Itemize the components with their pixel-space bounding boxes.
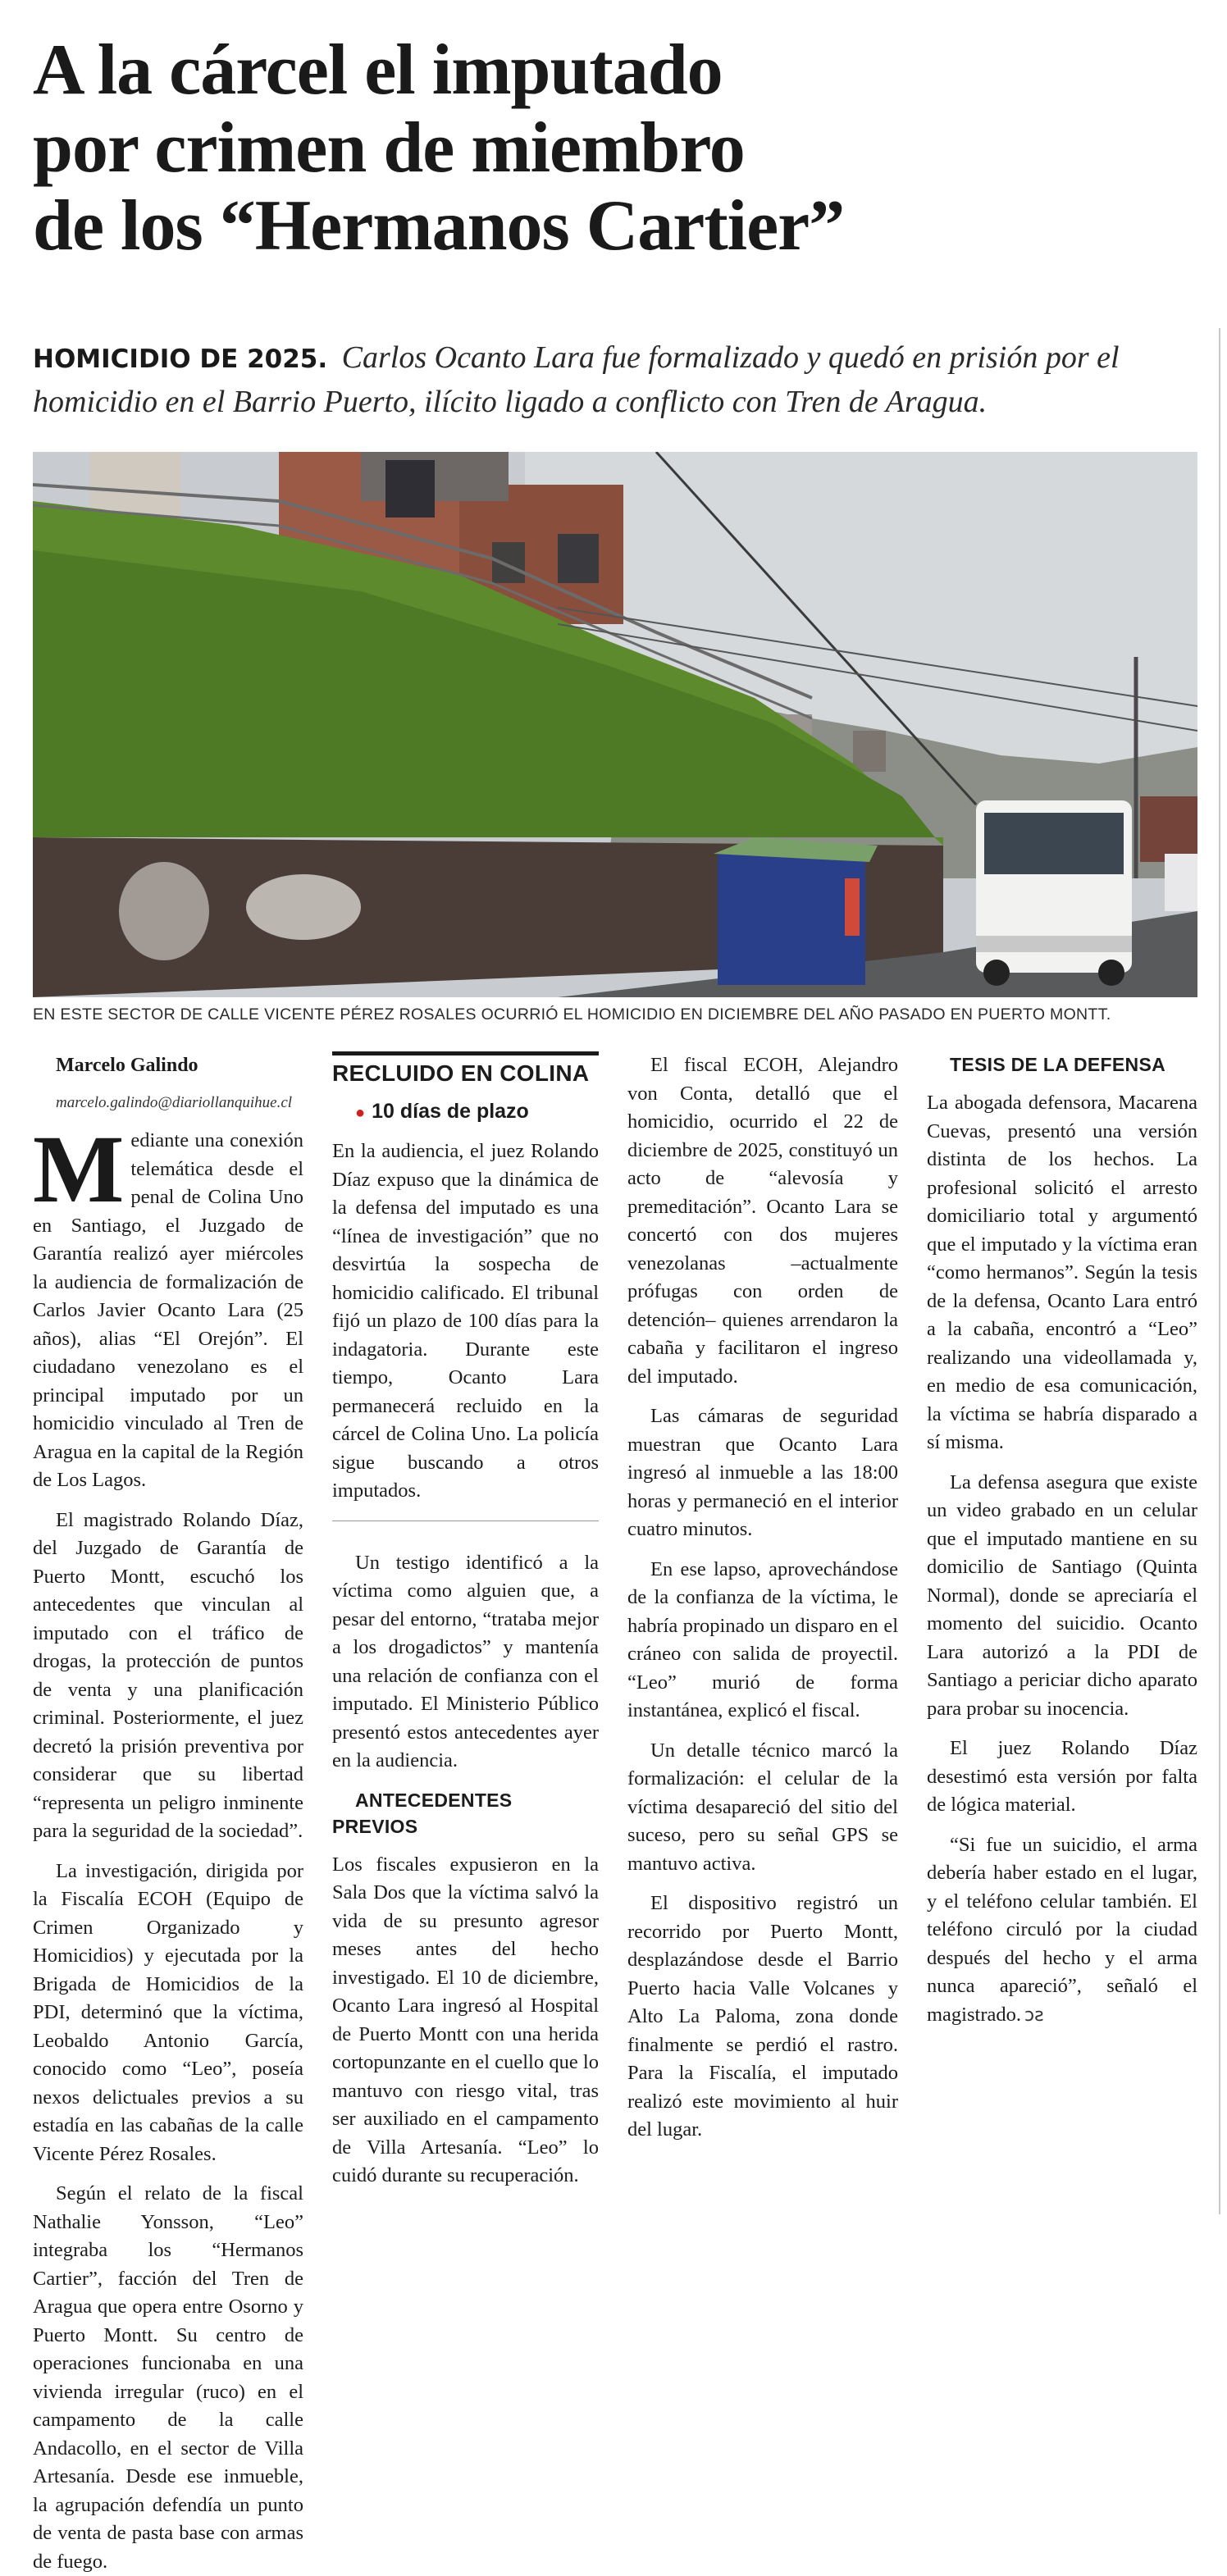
body-paragraph: En ese lapso, aprovechándose de la confianza de la víctima, le habría propinado un disparo en el cráneo con salida de proyectil. “Leo” murió de forma instantánea, explicó el fiscal. <box>627 1557 898 1721</box>
body-paragraph: El juez Rolando Díaz desestimó esta versión por falta de lógica material. <box>927 1737 1197 1816</box>
section-heading: ANTECEDENTES PREVIOS <box>332 1789 513 1837</box>
sidebar-subhead <box>332 1098 599 1126</box>
headline <box>33 31 1181 265</box>
headline-line-2: por crimen de miembro <box>33 108 745 188</box>
closing-quote: “Si fue un suicidio, el arma debería haber estado en el lugar, y el teléfono celular también. El teléfono circuló por la ciudad después del hecho y el arma nunca apareció”, señaló el magistrado. <box>927 1833 1197 2026</box>
body-paragraph: Los fiscales expusieron en la Sala Dos que la víctima salvó la vida de su presunto agresor meses antes del hecho investigado. El 10 de diciembre, Ocanto Lara ingresó al Hospital de Puerto Montt con una herida cortopunzante en el cuello que lo mantuvo con riesgo vital, tras ser auxiliado en el campamento de Villa Artesanía. “Leo” lo cuidó durante su recuperación. <box>332 1853 599 2186</box>
byline-name: Marcelo Galindo <box>56 1055 198 1076</box>
article-column-2 <box>332 1051 599 2216</box>
sidebar-text: En la audiencia, el juez Rolando Díaz expuso que la dinámica de la defensa del imputado es una “línea de investigación” que no desvirtúa la sospecha de homicidio calificado. El tribunal fijó un plazo de 100 días para la indagatoria. Durante este tiempo, Ocanto Lara permanecerá recluido en la cárcel de Colina Uno. La policía sigue buscando a otros imputados. <box>332 1140 599 1502</box>
deck <box>33 336 1197 423</box>
sidebar-subhead-text: 10 días de plazo <box>372 1100 529 1123</box>
article-column-3 <box>627 1051 898 2216</box>
street-scene-photo <box>33 452 1197 997</box>
lead-paragraph-text: ediante una conexión telemática desde el penal de Colina Uno en Santiago, el Juzgado de Garantía realizó ayer miércoles la audiencia de formalización de Carlos Javier Ocanto Lara (25 años), alias “El Orejón”. El ciudadano venezolano es el principal imputado por un homicidio vinculado al Tren de Aragua en la capital de la Región de Los Lagos. <box>33 1129 303 1491</box>
body-paragraph: Según el relato de la fiscal Nathalie Yonsson, “Leo” integraba los “Hermanos Cartier”, facción del Tren de Aragua que opera entre Osorno y Puerto Montt. Su centro de operaciones funcionaba en una vivienda irregular (ruco) en el campamento de la calle Andacollo, en el sector de Villa Artesanía. Desde ese inmueble, la agrupación defendía un punto de venta de pasta base con armas de fuego. <box>33 2182 303 2573</box>
photo-caption: EN ESTE SECTOR DE CALLE VICENTE PÉREZ ROSALES OCURRIÓ EL HOMICIDIO EN DICIEMBRE DEL AÑO PASADO EN PUERTO MONTT. <box>33 1005 1111 1024</box>
body-paragraph: Un testigo identificó a la víctima como alguien que, a pesar del entorno, “trataba mejor a los drogadictos” y mantenía una relación de confianza con el imputado. El Ministerio Público presentó estos antecedentes ayer en la audiencia. <box>332 1551 599 1771</box>
byline-email: marcelo.galindo@diariollanquihue.cl <box>56 1094 293 1111</box>
deck-text: Carlos Ocanto Lara fue formalizado y quedó en prisión por el homicidio en el Barrio Puerto, ilícito ligado a conflicto con Tren de Aragua. <box>33 340 1120 419</box>
headline-line-1: A la cárcel el imputado <box>33 30 723 110</box>
page-edge-rule <box>1219 328 1220 2214</box>
sidebar-title: RECLUIDO EN COLINA <box>332 1051 599 1090</box>
article-column-4 <box>927 1051 1197 2216</box>
bullet-dot-icon: ● <box>355 1104 366 1122</box>
headline-line-3: de los “Hermanos Cartier” <box>33 186 845 266</box>
photo-illustration <box>33 452 1197 997</box>
deck-kicker: HOMICIDIO DE 2025. <box>33 344 328 374</box>
section-heading: TESIS DE LA DEFENSA <box>950 1054 1165 1075</box>
body-paragraph: El magistrado Rolando Díaz, del Juzgado de Garantía de Puerto Montt, escuchó los antecedentes que vinculan al imputado con el tráfico de drogas, la protección de puntos de venta y una planificación criminal. Posteriormente, el juez decretó la prisión preventiva por considerar que su libertad “representa un peligro inminente para la seguridad de la sociedad”. <box>33 1508 303 1842</box>
end-mark-icon: ↄƨ <box>1024 2004 1044 2026</box>
lead-paragraph <box>33 1115 303 1495</box>
body-paragraph: El dispositivo registró un recorrido por Puerto Montt, desplazándose desde el Barrio Puerto hacia Valle Volcanes y Alto La Paloma, zona donde finalmente se perdió el rastro. Para la Fiscalía, el imputado realizó este movimiento al huir del lugar. <box>627 1892 898 2141</box>
drop-cap: M <box>33 1115 125 1223</box>
body-paragraph: Las cámaras de seguridad muestran que Ocanto Lara ingresó al inmueble a las 18:00 horas y permaneció en el interior cuatro minutos. <box>627 1405 898 1540</box>
body-paragraph <box>927 1831 1197 2031</box>
sidebar-box <box>332 1051 599 1521</box>
body-paragraph: La investigación, dirigida por la Fiscalía ECOH (Equipo de Crimen Organizado y Homicidios) y ejecutada por la Brigada de Homicidios de la PDI, determinó que la víctima, Leobaldo Antonio García, conocido como “Leo”, poseía nexos delictuales previos a su estadía en las cabañas de la calle Vicente Pérez Rosales. <box>33 1859 303 2165</box>
body-paragraph: El fiscal ECOH, Alejandro von Conta, detalló que el homicidio, ocurrido el 22 de diciembre de 2025, constituyó un acto de “alevosía y premeditación”. Ocanto Lara se concertó con dos mujeres venezolanas –actualmente prófugas con orden de detención– quienes arrendaron la cabaña y facilitaron el ingreso del imputado. <box>627 1054 898 1388</box>
body-paragraph: La abogada defensora, Macarena Cuevas, presentó una versión distinta de los hechos. La profesional solicitó el arresto domiciliario total y argumentó que el imputado y la víctima eran “como hermanos”. Según la tesis de la defensa, Ocanto Lara entró a la cabaña, encontró a “Leo” realizando una videollamada y, en medio de esa comunicación, la víctima se habría disparado a sí misma. <box>927 1092 1197 1453</box>
article-column-1 <box>33 1051 303 2573</box>
body-paragraph: Un detalle técnico marcó la formalización: el celular de la víctima desapareció del sitio del suceso, pero su señal GPS se mantuvo activa. <box>627 1739 898 1875</box>
body-paragraph: La defensa asegura que existe un video grabado en un celular que el imputado mantiene en su domicilio de Santiago (Quinta Normal), donde se apreciaría el momento del suicidio. Ocanto Lara autorizó a la PDI de Santiago a periciar dicho aparato para probar su inocencia. <box>927 1470 1197 1720</box>
